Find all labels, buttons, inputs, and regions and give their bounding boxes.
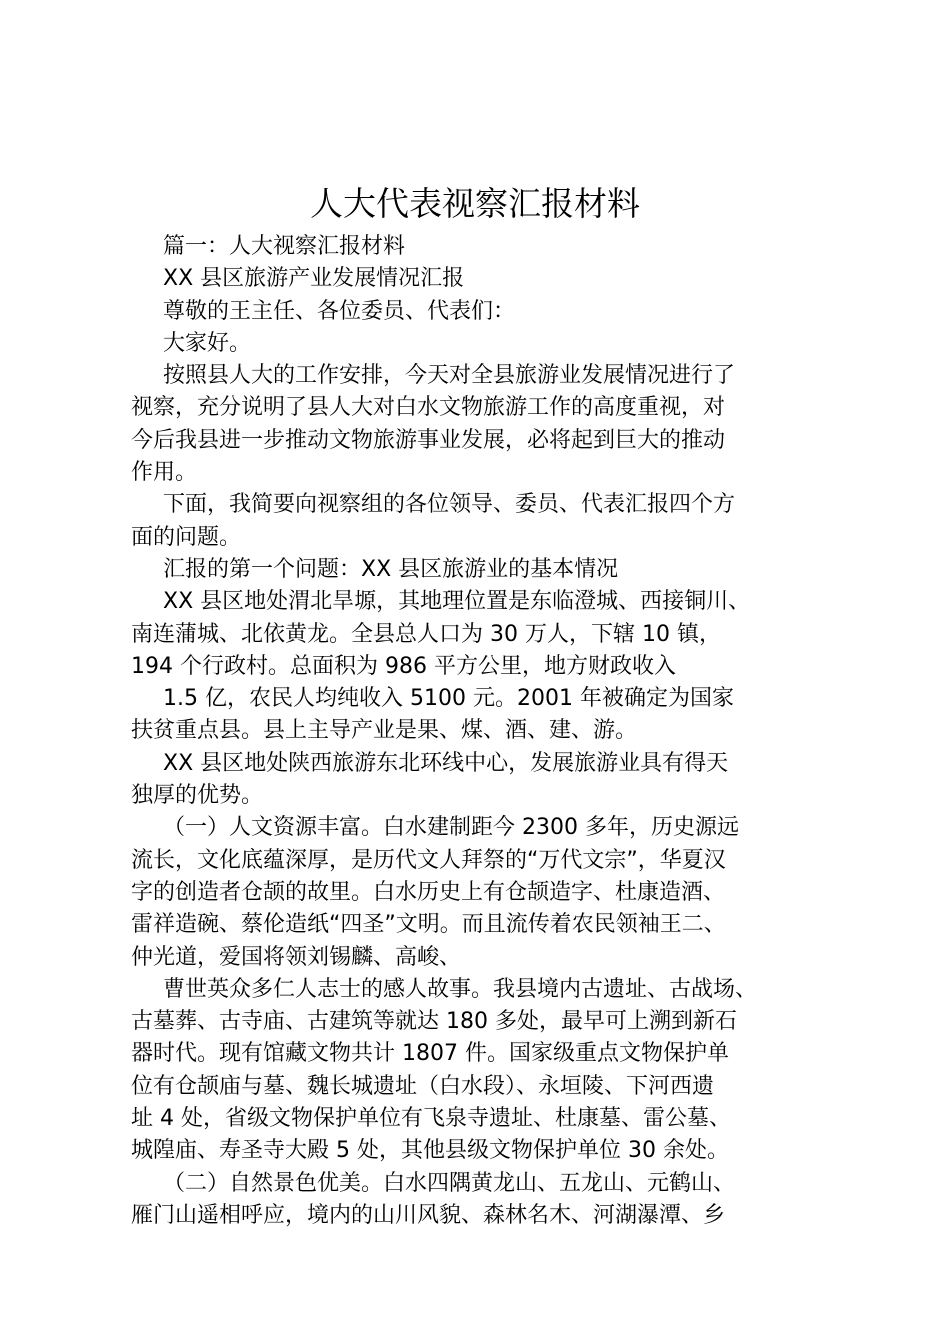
paragraph-line: 古墓葬、古寺庙、古建筑等就达 180 多处，最早可上溯到新石 xyxy=(131,1009,737,1035)
paragraph-line: 视察，充分说明了县人大对白水文物旅游工作的高度重视，对 xyxy=(131,395,726,421)
paragraph-line: 雁门山遥相呼应，境内的山川风貌、森林名木、河湖瀑潭、乡 xyxy=(131,1202,726,1228)
paragraph-line: 器时代。现有馆藏文物共计 1807 件。国家级重点文物保护单 xyxy=(131,1041,729,1067)
document-body xyxy=(131,231,831,1232)
paragraph-line: 曹世英众多仁人志士的感人故事。我县境内古遗址、古战场、 xyxy=(163,976,758,1002)
paragraph-line: 城隍庙、寿圣寺大殿 5 处，其他县级文物保护单位 30 余处。 xyxy=(131,1138,729,1164)
paragraph-line: 独厚的优势。 xyxy=(131,783,264,809)
paragraph-line: 南连蒲城、北依黄龙。全县总人口为 30 万人，下辖 10 镇， xyxy=(131,621,721,647)
document-title: 人大代表视察汇报材料 xyxy=(310,184,640,223)
paragraph-line: 址 4 处，省级文物保护单位有飞泉寺遗址、杜康墓、雷公墓、 xyxy=(131,1106,731,1132)
paragraph-line: 雷祥造碗、蔡伦造纸“四圣”文明。而且流传着农民领袖王二、 xyxy=(131,912,726,938)
paragraph-line: 下面，我简要向视察组的各位领导、委员、代表汇报四个方 xyxy=(163,492,736,518)
paragraph-line: XX 县区地处陕西旅游东北环线中心，发展旅游业具有得天 xyxy=(163,750,729,776)
paragraph-line: 仲光道，爱国将领刘锡麟、高峻、 xyxy=(131,944,462,970)
paragraph-line: 位有仓颉庙与墓、魏长城遗址（白水段）、永垣陵、下河西遗 xyxy=(131,1073,715,1099)
paragraph-line: 扶贫重点县。县上主导产业是果、煤、酒、建、游。 xyxy=(131,718,638,744)
paragraph-line: 流长，文化底蕴深厚，是历代文人拜祭的“万代文宗”，华夏汉 xyxy=(131,847,726,873)
paragraph-line: 字的创造者仓颉的故里。白水历史上有仓颉造字、杜康造酒、 xyxy=(131,879,726,905)
paragraph-line: 汇报的第一个问题：XX 县区旅游业的基本情况 xyxy=(163,556,619,582)
paragraph-line: （二）自然景色优美。白水四隅黄龙山、五龙山、元鹤山、 xyxy=(163,1170,736,1196)
paragraph-line: 今后我县进一步推动文物旅游事业发展，必将起到巨大的推动 xyxy=(131,427,726,453)
paragraph-line: （一）人文资源丰富。白水建制距今 2300 多年，历史源远 xyxy=(163,815,739,841)
paragraph-line: 面的问题。 xyxy=(131,524,242,550)
paragraph-line: 大家好。 xyxy=(163,330,252,356)
paragraph-line: 篇一：人大视察汇报材料 xyxy=(163,234,406,259)
paragraph-line: 尊敬的王主任、各位委员、代表们： xyxy=(163,298,516,324)
paragraph-line: 194 个行政村。总面积为 986 平方公里，地方财政收入 xyxy=(131,653,676,679)
paragraph-line: 按照县人大的工作安排，今天对全县旅游业发展情况进行了 xyxy=(163,363,736,389)
paragraph-line: 作用。 xyxy=(131,460,198,486)
paragraph-line: XX 县区地处渭北旱塬，其地理位置是东临澄城、西接铜川、 xyxy=(163,589,751,615)
paragraph-line: XX 县区旅游产业发展情况汇报 xyxy=(163,266,465,292)
paragraph-line: 1.5 亿，农民人均纯收入 5100 元。2001 年被确定为国家 xyxy=(163,686,734,712)
